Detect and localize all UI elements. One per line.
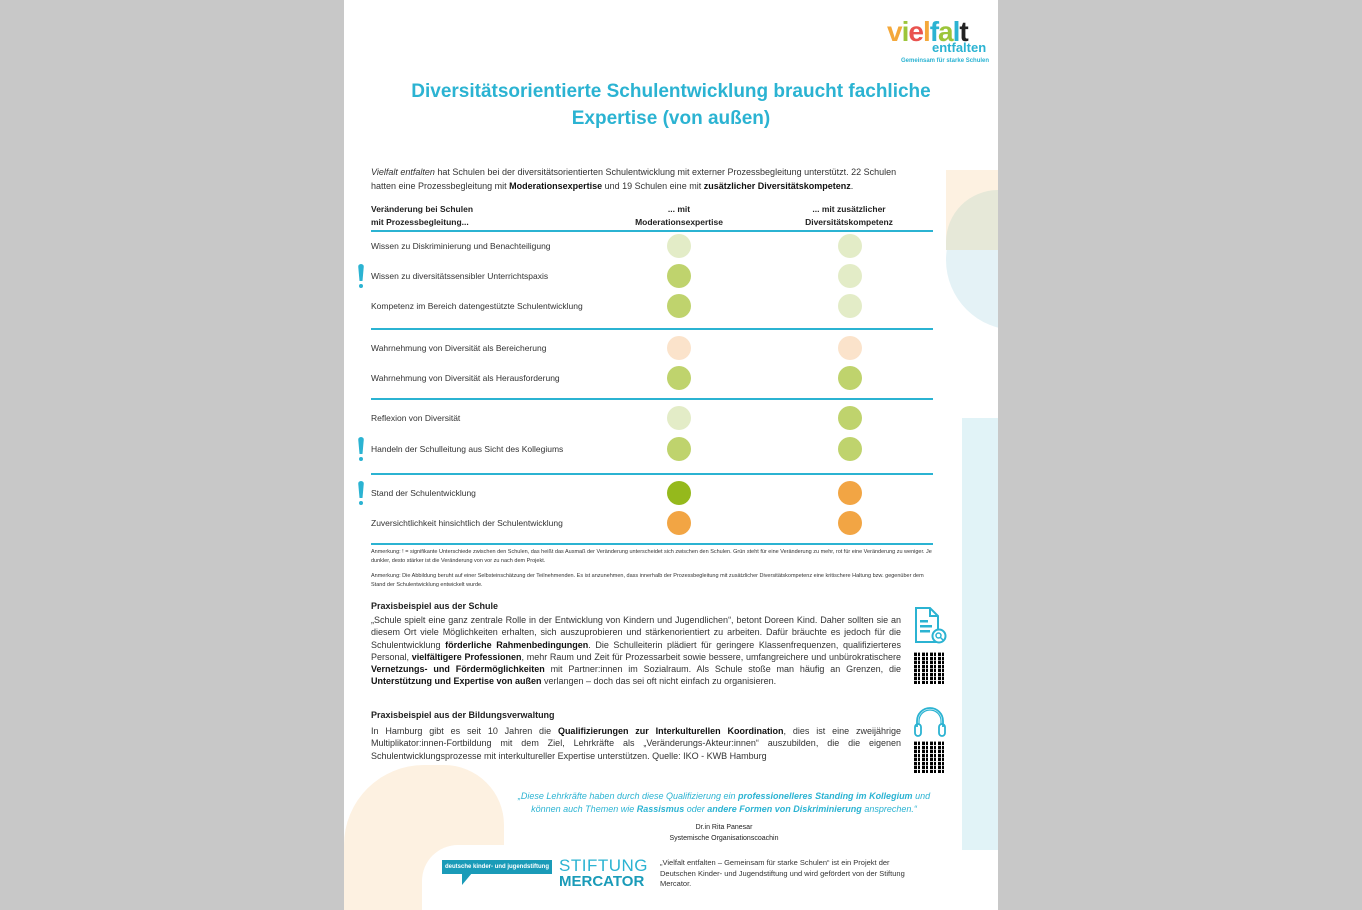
para-text: . Die Schulleiterin plädiert für geringere Klassenfrequenzen, qualifizierteres Personal, [371, 639, 901, 662]
logo-letter: v [887, 16, 902, 47]
quote-text: und können auch Themen wie [531, 791, 931, 814]
headphones-icon[interactable] [912, 703, 948, 739]
header-line: ... mit [667, 204, 691, 214]
quote-bold: professionelleres Standing im Kollegium [738, 791, 913, 801]
intro-text: und 19 Schulen eine mit [602, 180, 704, 191]
quote-text: „Diese Lehrkräfte haben durch diese Qualifizierung ein [517, 791, 739, 801]
quote-text: ansprechen.“ [861, 804, 917, 814]
logo-letter: t [959, 16, 968, 47]
mercator-logo [559, 858, 649, 889]
intro-text: . [850, 180, 854, 191]
header-line: Diversitätskompetenz [805, 217, 893, 227]
qr-code-document[interactable] [914, 652, 946, 684]
logo-letter: e [908, 16, 923, 47]
para-text: In Hamburg gibt es seit 10 Jahren die [371, 726, 558, 736]
document-page [344, 0, 998, 910]
intro-text: hat Schulen bei der diversitätsorientierten Schulentwicklung mit externer Prozessbegleitung unterstützt. 22 Schulen hatten eine Prozessbegleitung mit [371, 167, 897, 191]
paragraph-admin [371, 725, 901, 762]
para-text: , dies ist eine zweijährige Multiplikator:innen-Fortbildung mit dem Ziel, Lehrkräfte als „Veränderungs-Akteur:innen“ auszubilden, die die eigenen Schulentwicklungsprozesse mit interkultureller Expertise unterstützen. Quelle: IKO - KWB Hamburg [371, 726, 901, 761]
rating-dot-diversity [838, 264, 862, 288]
logo-letter: l [952, 16, 960, 47]
table-divider [371, 473, 933, 475]
intro-paragraph [371, 166, 911, 193]
vielfalt-logo [884, 16, 990, 68]
header-line: Veränderung bei Schulen [371, 204, 474, 214]
significance-icon [357, 437, 365, 463]
title-line-1: Diversitätsorientierte Schulentwicklung braucht fachliche [411, 81, 931, 102]
mercator-logo-line1: STIFTUNG [559, 856, 648, 875]
rating-dot-moderation [667, 264, 691, 288]
logo-subword: entfalten [932, 40, 987, 55]
rating-dot-diversity [838, 366, 862, 390]
intro-project-name: Vielfalt entfalten [371, 167, 435, 177]
quote-bold: andere Formen von Diskriminierung [707, 804, 862, 814]
row-label: Reflexion von Diversität [371, 413, 461, 423]
section-title-school: Praxisbeispiel aus der Schule [371, 601, 499, 611]
rating-dot-moderation [667, 406, 691, 430]
header-line: mit Prozessbegleitung... [371, 217, 469, 227]
qr-code-audio[interactable] [914, 741, 946, 773]
rating-dot-moderation [667, 234, 691, 258]
table-divider [371, 230, 933, 232]
table-divider [371, 328, 933, 330]
para-bold: Unterstützung und Expertise von außen [371, 676, 542, 687]
intro-bold: zusätzlicher Diversitätskompetenz [703, 180, 851, 191]
section-title-admin: Praxisbeispiel aus der Bildungsverwaltung [371, 710, 555, 720]
paragraph-school [371, 614, 901, 688]
para-text: , mehr Raum und Zeit für Prozessarbeit sowie bessere, umfangreichere und unbürokratischere [521, 651, 901, 662]
quote [504, 790, 944, 816]
table-header-diversity [784, 203, 914, 229]
dkjs-logo-tail [462, 873, 472, 885]
para-text: „Schule spielt eine ganz zentrale Rolle in der Entwicklung von Kindern und Jugendlichen“, betont Doreen Kind. Daher sollten sie an diesem Ort viele Möglichkeiten erhalten, sich auszuprobieren und stärkenorientiert zu arbeiten. Dafür bräuchte es jedoch für die Schulentwicklung [371, 615, 901, 650]
row-label: Wahrnehmung von Diversität als Herausforderung [371, 373, 560, 383]
rating-dot-moderation [667, 481, 691, 505]
footer-credit: „Vielfalt entfalten – Gemeinsam für starke Schulen“ ist ein Projekt der Deutschen Kinder- und Jugendstiftung und wird gefördert von der Stiftung Mercator. [660, 858, 905, 888]
page-title [374, 78, 968, 132]
logo-letter: a [938, 16, 953, 47]
para-bold: Qualifizierungen zur Interkulturellen Koordination [557, 726, 784, 736]
logo-letter: i [901, 16, 909, 47]
rating-dot-moderation [667, 366, 691, 390]
row-label: Wissen zu Diskriminierung und Benachteiligung [371, 241, 551, 251]
header-line: Moderationsexpertise [635, 217, 723, 227]
row-label: Kompetenz im Bereich datengestützte Schulentwicklung [371, 301, 583, 311]
row-label: Handeln der Schulleitung aus Sicht des Kollegiums [371, 444, 564, 454]
decor-bar [962, 418, 998, 850]
logo-letter: l [922, 16, 930, 47]
rating-dot-diversity [838, 437, 862, 461]
rating-dot-moderation [667, 437, 691, 461]
rating-dot-moderation [667, 294, 691, 318]
para-text: mit Partner:innen im Sozialraum. Als Schule stoße man häufig an Grenzen, die [544, 664, 901, 675]
intro-bold: Moderationsexpertise [509, 180, 603, 191]
document-search-icon[interactable] [912, 606, 948, 646]
note-self-assessment: Anmerkung: Die Abbildung beruht auf einer Selbsteinschätzung der Teilnehmenden. Es ist anzunehmen, dass innerhalb der Prozessbegleitung mit zusätzlicher Diversitätskompetenz eine kritischere Haltung bzw. gegenüber dem Stand der Schulentwicklung entwickelt wurde. [371, 573, 924, 588]
quote-role: Systemische Organisationscoachin [669, 835, 779, 842]
logo-tagline: Gemeinsam für starke Schulen [901, 58, 990, 64]
dkjs-logo: deutsche kinder- und jugendstiftung [442, 860, 552, 874]
rating-dot-diversity [838, 294, 862, 318]
rating-dot-diversity [838, 481, 862, 505]
significance-icon [357, 264, 365, 290]
row-label: Wissen zu diversitätssensibler Unterrichtspaxis [371, 271, 549, 281]
para-bold: vielfältigere Professionen [411, 651, 522, 662]
para-bold: förderliche Rahmenbedingungen [445, 639, 589, 650]
row-label: Wahrnehmung von Diversität als Bereicherung [371, 343, 547, 353]
table-header-moderation [614, 203, 744, 229]
header-line: ... mit zusätzlicher [812, 204, 886, 214]
para-text: verlangen – doch das sei oft nicht einfach zu organisieren. [541, 676, 777, 687]
title-line-2: Expertise (von außen) [571, 108, 771, 129]
significance-icon [357, 481, 365, 507]
table-header-label [371, 203, 473, 229]
quote-bold: Rassismus [636, 804, 685, 814]
row-label: Zuversichtlichkeit hinsichtlich der Schulentwicklung [371, 518, 563, 528]
rating-dot-diversity [838, 406, 862, 430]
para-bold: Vernetzungs- und Fördermöglichkeiten [371, 664, 545, 675]
mercator-logo-line2: MERCATOR [559, 873, 645, 890]
quote-text: oder [684, 804, 708, 814]
rating-dot-moderation [667, 336, 691, 360]
decor-arch-cut [422, 845, 522, 910]
quote-author: Dr.in Rita Panesar [695, 824, 753, 831]
decor-halfcircle [946, 190, 998, 330]
quote-attribution [574, 822, 874, 844]
table-divider [371, 543, 933, 545]
row-label: Stand der Schulentwicklung [371, 488, 476, 498]
logo-letter: f [929, 16, 939, 47]
rating-dot-moderation [667, 511, 691, 535]
note-significance: Anmerkung: ! = signifikante Unterschiede zwischen den Schulen, das heißt das Ausmaß der Veränderung unterscheidet sich zwischen den Schulen. Grün steht für eine Veränderung zu mehr, rot für eine Veränderung zu weniger. Je dunkler, desto stärker ist die Veränderung von vor zu nach dem Projekt. [371, 549, 932, 564]
table-divider [371, 398, 933, 400]
rating-dot-diversity [838, 511, 862, 535]
rating-dot-diversity [838, 336, 862, 360]
rating-dot-diversity [838, 234, 862, 258]
